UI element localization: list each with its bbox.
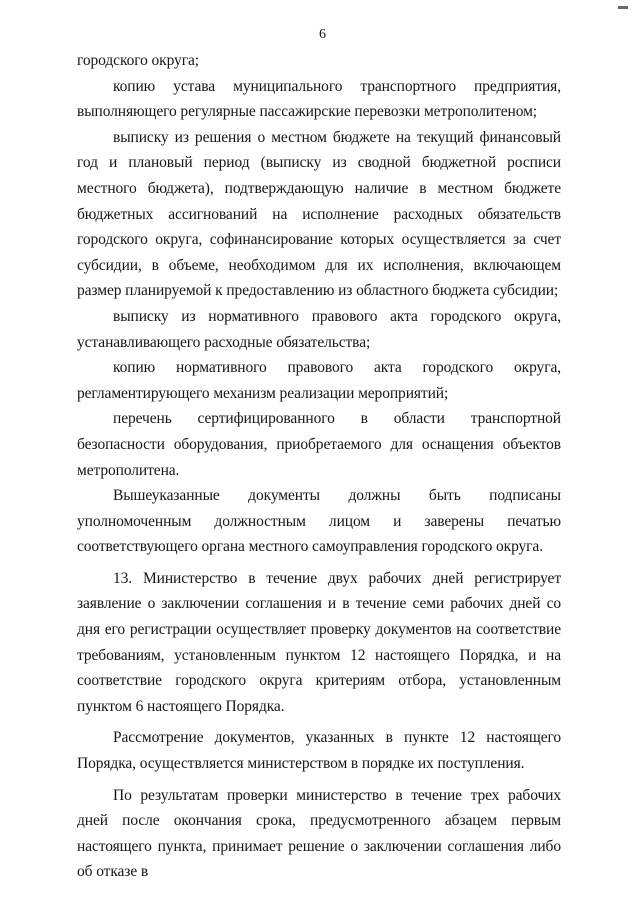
scan-artifact-mark [618,6,628,9]
paragraph-budget-extract: выписку из решения о местном бюджете на текущий финансовый год и плановый период (выписку из сводной бюджетной росписи местного бюджета), подтверждающую наличие в местном бюджете бюджетных ассигнований на исполнение расходных обязательств городского округа, софинансирование которых осуществляется за счет субсидии, в объеме, необходимом для их исполнения, включающем размер планируемой к предоставлению из областного бюджета субсидии; [77,128,561,300]
paragraph-equipment-list: перечень сертифицированного в области транспортной безопасности оборудования, приобретаемого для оснащения объектов метрополитена. [77,410,561,479]
paragraph-review-order: Рассмотрение документов, указанных в пункте 12 настоящего Порядка, осуществляется министерством в порядке их поступления. [77,729,561,773]
page-number: 6 [319,27,326,42]
paragraph-clause-13: 13. Министерство в течение двух рабочих дней регистрирует заявление о заключении соглашения и в течение семи рабочих дней со дня его регистрации осуществляет проверку документов на соответствие требованиям, установленным пунктом 12 настоящего Порядка, и на соответствие городского округа критериям отбора, установленным пунктом 6 настоящего Порядка. [77,569,561,715]
paragraph-continuation: городского округа; [77,52,199,69]
paragraph-charter-copy: копию устава муниципального транспортного предприятия, выполняющего регулярные пассажирские перевозки метрополитеном; [77,77,561,121]
document-body [77,48,561,885]
paragraph-normative-act-extract: выписку из нормативного правового акта городского округа, устанавливающего расходные обязательства; [77,307,561,351]
paragraph-normative-act-copy: копию нормативного правового акта городского округа, регламентирующего механизм реализации мероприятий; [77,359,561,402]
paragraph-decision: По результатам проверки министерство в течение трех рабочих дней после окончания срока, предусмотренного абзацем первым настоящего пункта, принимает решение о заключении соглашения либо об отказе в [77,786,561,881]
paragraph-signature-requirement: Вышеуказанные документы должны быть подписаны уполномоченным должностным лицом и заверены печатью соответствующего органа местного самоуправления городского округа. [77,487,561,556]
